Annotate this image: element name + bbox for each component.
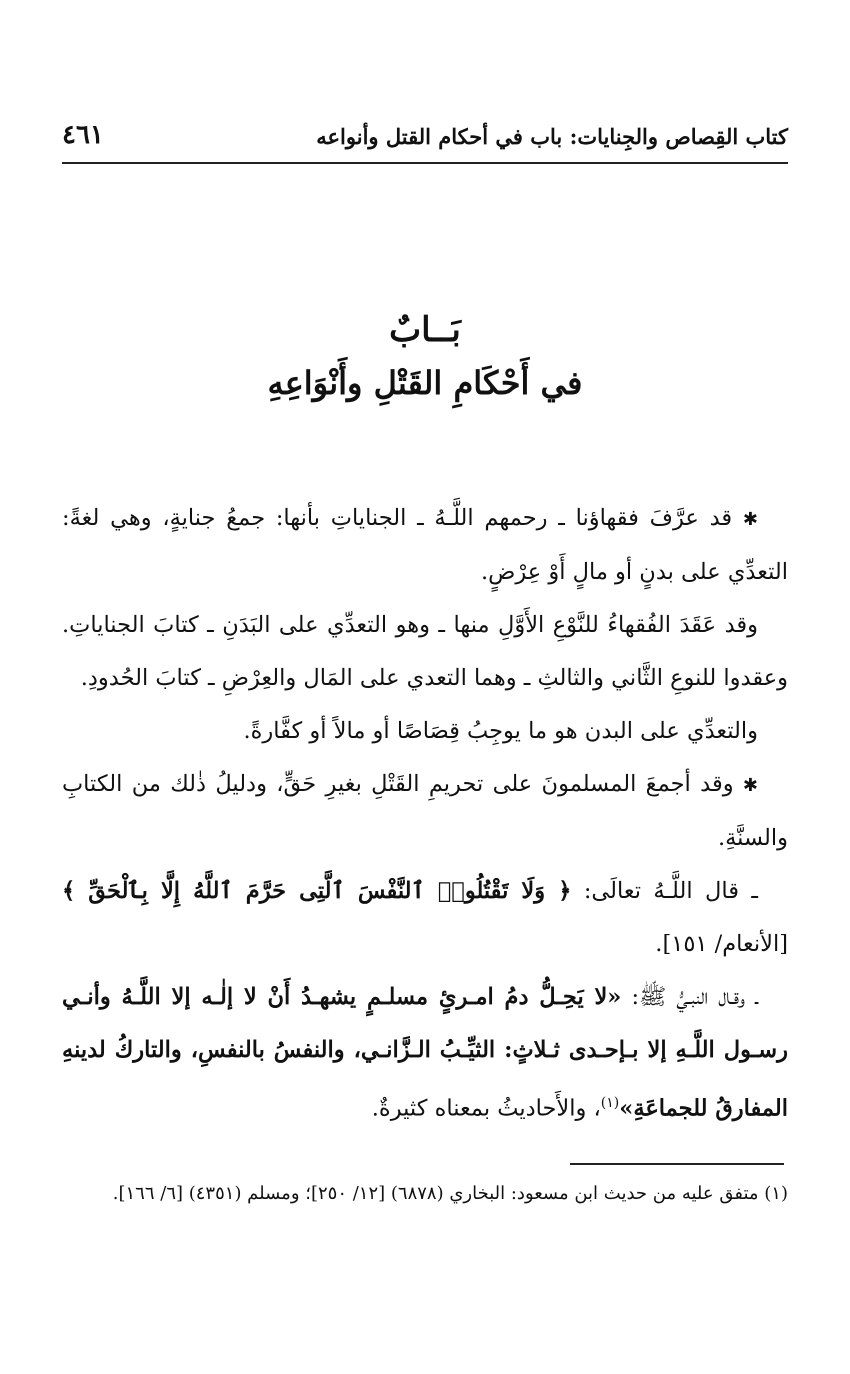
paragraph-1-text: قد عرَّفَ فقهاؤنا ـ رحمهم اللَّـهُ ـ الجناياتِ بأنها: جمعُ جنايةٍ، وهي لغةً: التعدِّي على بدنٍ أو مالٍ أَوْ عِرْضٍ. [62, 505, 788, 585]
quran-intro: ـ قال اللَّـهُ تعالَى: [583, 878, 758, 904]
page-number: ٤٦١ [62, 120, 104, 150]
paragraph-1 [62, 492, 788, 599]
paragraph-4-text: وقد أجمعَ المسلمونَ على تحريمِ القَتْلِ بغيرِ حَقٍّ، ودليلُ ذٰلك من الكتابِ والسنَّةِ. [62, 771, 788, 851]
paragraph-2: وقد عَقَدَ الفُقهاءُ للنَّوْعِ الأَوَّلِ منها ـ وهو التعدِّي على البَدَنِ ـ كتابَ الجناياتِ. وعقدوا للنوعِ الثَّاني والثالثِ ـ وهما التعدي على المَال والعِرْضِ ـ كتابَ الحُدودِ. [62, 612, 788, 691]
footnotes [62, 1174, 788, 1214]
footnote-1-text: متفق عليه من حديث ابن مسعود: البخاري (٦٨٧٨) [١٢/ ٢٥٠]؛ ومسلم (٤٣٥١) [٦/ ١٦٦]. [112, 1183, 759, 1204]
footnote-separator [570, 1163, 784, 1165]
chapter-heading-word: بَــابٌ [389, 310, 461, 350]
star-marker: ✱ [742, 775, 759, 796]
running-header-title: كتاب القِصاص والجِنايات: باب في أحكام القتل وأنواعه [316, 124, 788, 149]
running-header [62, 118, 788, 164]
paragraph-6 [62, 971, 788, 1136]
star-marker: ✱ [742, 509, 758, 530]
footnote-1-mark: (١) [764, 1183, 788, 1204]
hadith-intro: ـ وقـال النبـيُّ ﷺ: [631, 984, 758, 1010]
main-text [62, 492, 788, 1136]
paragraph-5 [62, 865, 788, 971]
hadith-text: «لا يَحِـلُّ دمُ امـرئٍ مسلـمٍ يشهـدُ أَنْ لا إلٰـه إلا اللَّـهُ وأنـي رسـول اللَّـهِ إلا بـإحـدى ثـلاثٍ: الثيِّـبُ الـزَّانـي، والنفسُ بالنفسِ، والتاركُ لدينهِ المفارقُ للجماعَةِ» [62, 984, 788, 1122]
paragraph-3: والتعدِّي على البدن هو ما يوجِبُ قِصَاصًا أو مالاً أو كفَّارةً. [243, 718, 758, 744]
paragraph-6-end: ، والأَحاديثُ بمعناه كثيرةٌ. [371, 1095, 601, 1122]
paragraph-4 [62, 758, 788, 865]
chapter-title: في أَحْكَامِ القَتْلِ وأَنْوَاعِهِ [267, 364, 583, 402]
quran-reference: [الأنعام/ ١٥١]. [655, 931, 788, 957]
footnote-1 [62, 1174, 788, 1214]
quran-verse: ﴿ وَلَا تَقْتُلُوا۟ ٱلنَّفْسَ ٱلَّتِى حَرَّمَ ٱللَّهُ إِلَّا بِٱلْحَقِّ ﴾ [62, 878, 572, 904]
footnote-reference[interactable]: (١) [600, 1095, 620, 1111]
